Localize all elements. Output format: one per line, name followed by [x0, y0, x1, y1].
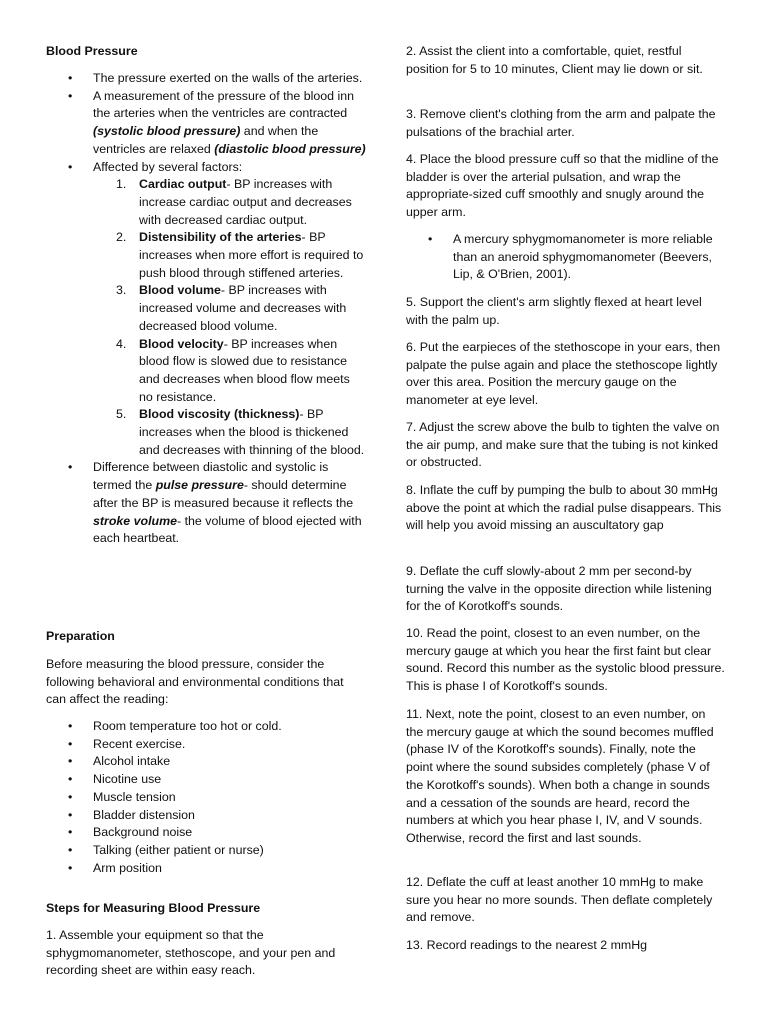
step-10: 10. Read the point, closest to an even number, on the mercury gauge at which you hear the first faint but clear sound. Record this number as the systolic blood pressure. This is phase I of Korotkoff's sounds. — [406, 626, 725, 694]
list-item: • Recent exercise. — [46, 736, 366, 754]
step-1: 1. Assemble your equipment so that the sphygmomanometer, stethoscope, and your pen and recording sheet are within easy reach. — [46, 928, 336, 978]
section-title-steps: Steps for Measuring Blood Pressure — [46, 901, 261, 915]
list-item: • Room temperature too hot or cold. — [46, 718, 366, 736]
step-8: 8. Inflate the cuff by pumping the bulb to about 30 mmHg above the point at which the radial pulse disappears. This will help you avoid missing an auscultatory gap — [406, 483, 722, 533]
list-item: • Alcohol intake — [46, 753, 366, 771]
step-6: 6. Put the earpieces of the stethoscope in your ears, then palpate the pulse again and place the stethoscope lightly over this area. Position the mercury gauge on the manometer at eye level. — [406, 340, 721, 408]
list-item: • Nicotine use — [46, 771, 366, 789]
blood-pressure-list — [46, 70, 366, 548]
factor-item: 4. Blood velocity- BP increases when blood flow is slowed due to resistance and decreases when blood flow meets no resistance. — [93, 336, 366, 407]
factors-list — [93, 176, 366, 459]
step-5: 5. Support the client's arm slightly flexed at heart level with the palm up. — [406, 295, 702, 327]
list-item: • The pressure exerted on the walls of the arteries. — [46, 70, 366, 88]
step-4: 4. Place the blood pressure cuff so that the midline of the bladder is over the arterial pulsation, and wrap the appropriate-sized cuff smoothly and snugly around the upper arm. — [406, 152, 719, 220]
list-item: • A measurement of the pressure of the blood inn the arteries when the ventricles are contracted (systolic blood pressure) and when the ventricles are relaxed (diastolic blood pressure) — [46, 88, 366, 159]
list-item: • Arm position — [46, 860, 366, 878]
preparation-text: Before measuring the blood pressure, consider the following behavioral and environmental conditions that can affect the reading: — [46, 657, 344, 707]
list-item: • Muscle tension — [46, 789, 366, 807]
factor-item: 3. Blood volume- BP increases with increased volume and decreases with decreased blood volume. — [93, 282, 366, 335]
list-item: • Affected by several factors: 1. Cardiac output- BP increases with increase cardiac output and decreases with decreased cardiac output. 2. Distensibility of the arteries- BP increases when more effort is required to push blood through stiffened arteries. 3. Blood volume- BP increases with increased volume and decreases with decreased blood volume. 4. Blood velocity- BP increases when blood flow is slowed due to resistance and decreases when blood flow meets no resistance. 5. Blood viscosity (thickness)- BP increases when the blood is thickened and decreases with thinning of the blood. — [46, 159, 366, 460]
section-title-preparation: Preparation — [46, 629, 115, 643]
section-title-blood-pressure: Blood Pressure — [46, 44, 138, 58]
step-9: 9. Deflate the cuff slowly-about 2 mm per second-by turning the valve in the opposite direction while listening for the of Korotkoff's sounds. — [406, 564, 712, 614]
step-12: 12. Deflate the cuff at least another 10 mmHg to make sure you hear no more sounds. Then deflate completely and remove. — [406, 875, 713, 925]
step-13: 13. Record readings to the nearest 2 mmHg — [406, 938, 648, 952]
step-2: 2. Assist the client into a comfortable, quiet, restful position for 5 to 10 minutes, Client may lie down or sit. — [406, 44, 703, 76]
conditions-list — [46, 718, 366, 877]
factor-item: 1. Cardiac output- BP increases with increase cardiac output and decreases with decreased cardiac output. — [93, 176, 366, 229]
list-item: • Background noise — [46, 824, 366, 842]
step-4-note-list — [406, 231, 726, 284]
list-item: • Bladder distension — [46, 807, 366, 825]
list-item: • Talking (either patient or nurse) — [46, 842, 366, 860]
list-item: • A mercury sphygmomanometer is more reliable than an aneroid sphygmomanometer (Beevers, Lip, & O'Brien, 2001). — [406, 231, 726, 284]
factor-item: 2. Distensibility of the arteries- BP increases when more effort is required to push blood through stiffened arteries. — [93, 229, 366, 282]
step-7: 7. Adjust the screw above the bulb to tighten the valve on the air pump, and make sure that the tubing is not kinked or obstructed. — [406, 420, 720, 470]
step-11: 11. Next, note the point, closest to an even number, on the mercury gauge at which the sound becomes muffled (phase IV of the Korotkoff's sounds). Finally, note the point where the sound subsides completely (phase V of the Korotkoff's sounds). When both a change in sounds and a cessation of the sounds are heard, record the numbers at which you hear phase I, IV, and V sounds. Otherwise, record the first and last sounds. — [406, 707, 714, 845]
list-item: • Difference between diastolic and systolic is termed the pulse pressure- should determine after the BP is measured because it reflects the stroke volume- the volume of blood ejected with each heartbeat. — [46, 459, 366, 548]
step-3: 3. Remove client's clothing from the arm and palpate the pulsations of the brachial arter. — [406, 107, 716, 139]
factor-item: 5. Blood viscosity (thickness)- BP increases when the blood is thickened and decreases with thinning of the blood. — [93, 406, 366, 459]
